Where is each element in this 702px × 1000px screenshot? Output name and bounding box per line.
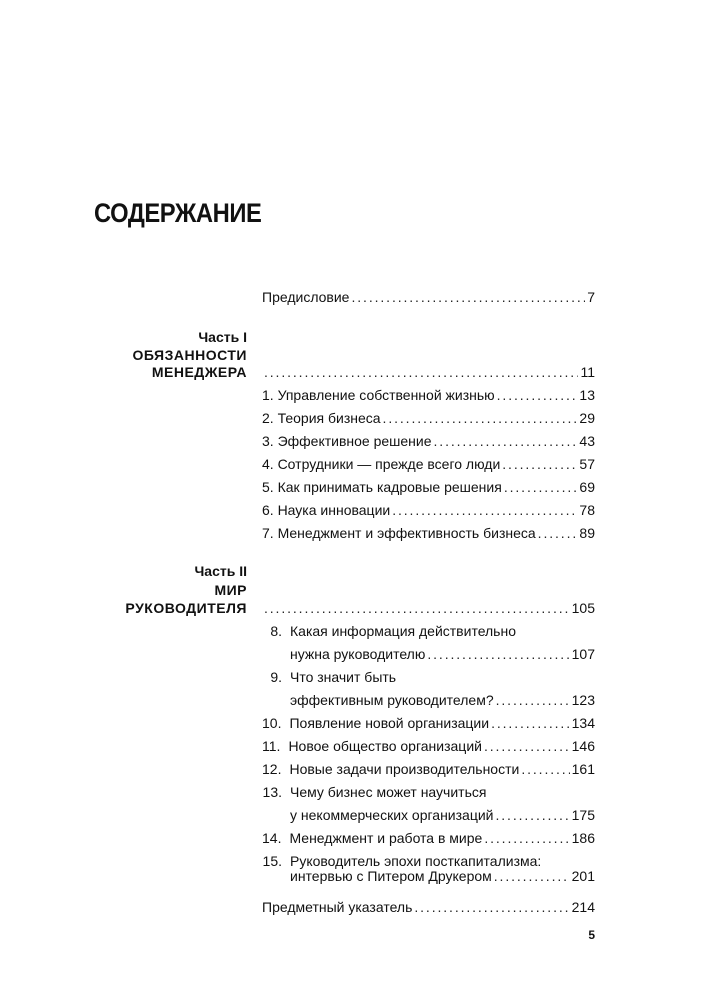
toc-entry-label: 3. Эффективное решение xyxy=(262,433,432,449)
chapter-number: 9. xyxy=(270,669,282,685)
part2-label: Часть II xyxy=(194,563,247,579)
part1-name-line1: ОБЯЗАННОСТИ xyxy=(132,347,247,363)
toc-entry-label: Какая информация действительно xyxy=(290,623,516,639)
toc-entry-page: 57 xyxy=(579,456,595,472)
toc-entry-label: интервью с Питером Друкером xyxy=(290,868,492,884)
chapter-number: 13. xyxy=(262,784,282,800)
part2-name-line2: РУКОВОДИТЕЛЯ xyxy=(125,600,247,616)
toc-entry-label: Чему бизнес может научиться xyxy=(290,784,487,800)
chapter-number: 12. xyxy=(262,761,282,777)
toc-entry-label: 5. Как принимать кадровые решения xyxy=(262,479,502,495)
toc-entry-chapter-line1[interactable] xyxy=(262,667,396,687)
page-number: 5 xyxy=(588,928,595,942)
toc-entry-chapter[interactable] xyxy=(262,408,595,428)
toc-entry-chapter[interactable] xyxy=(262,866,595,886)
chapter-number: 10. xyxy=(262,715,282,731)
toc-entry-chapter-line1[interactable] xyxy=(262,621,516,641)
toc-entry-chapter[interactable] xyxy=(262,523,595,543)
toc-entry-page: 69 xyxy=(579,479,595,495)
toc-entry-page: 107 xyxy=(571,646,595,662)
toc-entry-label: у некоммерческих организаций xyxy=(290,807,494,823)
chapter-number: 15. xyxy=(262,853,282,869)
toc-entry-label: 4. Сотрудники — прежде всего люди xyxy=(262,456,501,472)
chapter-number: 14. xyxy=(262,830,282,846)
toc-entry-page: 123 xyxy=(571,692,595,708)
toc-entry-page: 186 xyxy=(571,830,595,846)
toc-entry-label: Появление новой организации xyxy=(289,715,490,731)
part2-name-line1: МИР xyxy=(214,582,247,598)
page-title: СОДЕРЖАНИЕ xyxy=(94,198,262,228)
toc-entry-label: Менеджмент и работа в мире xyxy=(289,830,483,846)
chapter-number: 8. xyxy=(270,623,282,639)
toc-entry-chapter[interactable] xyxy=(262,500,595,520)
toc-entry-chapter[interactable] xyxy=(262,759,595,779)
toc-entry-part1[interactable] xyxy=(262,362,595,382)
toc-entry-label: нужна руководителю xyxy=(290,646,426,662)
toc-entry-chapter[interactable] xyxy=(262,828,595,848)
toc-entry-chapter[interactable] xyxy=(262,713,595,733)
toc-entry-page: 89 xyxy=(579,525,595,541)
toc-entry-page: 201 xyxy=(571,868,595,884)
toc-entry-chapter[interactable] xyxy=(262,431,595,451)
toc-entry-chapter[interactable] xyxy=(262,644,595,664)
toc-entry-label: 6. Наука инновации xyxy=(262,502,391,518)
toc-entry-page: 78 xyxy=(579,502,595,518)
toc-entry-page: 13 xyxy=(579,387,595,403)
toc-entry-chapter[interactable] xyxy=(262,805,595,825)
toc-entry-page: 105 xyxy=(571,600,595,616)
toc-entry-page: 29 xyxy=(579,410,595,426)
toc-entry-chapter[interactable] xyxy=(262,477,595,497)
toc-entry-chapter-line1[interactable] xyxy=(262,782,486,802)
toc-entry-page: 146 xyxy=(571,738,595,754)
part1-name-line2: МЕНЕДЖЕРА xyxy=(151,364,247,380)
toc-entry-chapter[interactable] xyxy=(262,736,595,756)
toc-entry-page: 134 xyxy=(571,715,595,731)
toc-entry-label: 2. Теория бизнеса xyxy=(262,410,381,426)
toc-entry-label: Предметный указатель xyxy=(262,899,413,915)
toc-entry-chapter[interactable] xyxy=(262,454,595,474)
toc-entry-label: 7. Менеджмент и эффективность бизнеса xyxy=(262,525,536,541)
toc-entry-page: 175 xyxy=(571,807,595,823)
toc-entry-label: Руководитель эпохи посткапитализма: xyxy=(290,853,542,869)
toc-entry-label: Новые задачи производительности xyxy=(289,761,520,777)
toc-entry-label: Предисловие xyxy=(262,289,350,305)
toc-entry-page: 214 xyxy=(571,899,595,915)
chapter-number: 11. xyxy=(262,738,281,754)
toc-entry-label: Что значит быть xyxy=(290,669,397,685)
toc-entry-part2[interactable] xyxy=(262,598,595,618)
toc-entry-label: эффективным руководителем? xyxy=(290,692,494,708)
toc-entry-page: 7 xyxy=(587,289,595,305)
toc-entry-label: 1. Управление собственной жизнью xyxy=(262,387,495,403)
toc-entry-chapter[interactable] xyxy=(262,690,595,710)
toc-entry-chapter[interactable] xyxy=(262,385,595,405)
part1-label: Часть I xyxy=(198,329,247,345)
toc-entry-page: 43 xyxy=(579,433,595,449)
toc-entry-page: 161 xyxy=(571,761,595,777)
toc-entry-preface[interactable] xyxy=(262,287,595,307)
toc-entry-label: Новое общество организаций xyxy=(288,738,482,754)
toc-entry-index[interactable] xyxy=(262,897,595,917)
toc-entry-page: 11 xyxy=(580,364,595,380)
